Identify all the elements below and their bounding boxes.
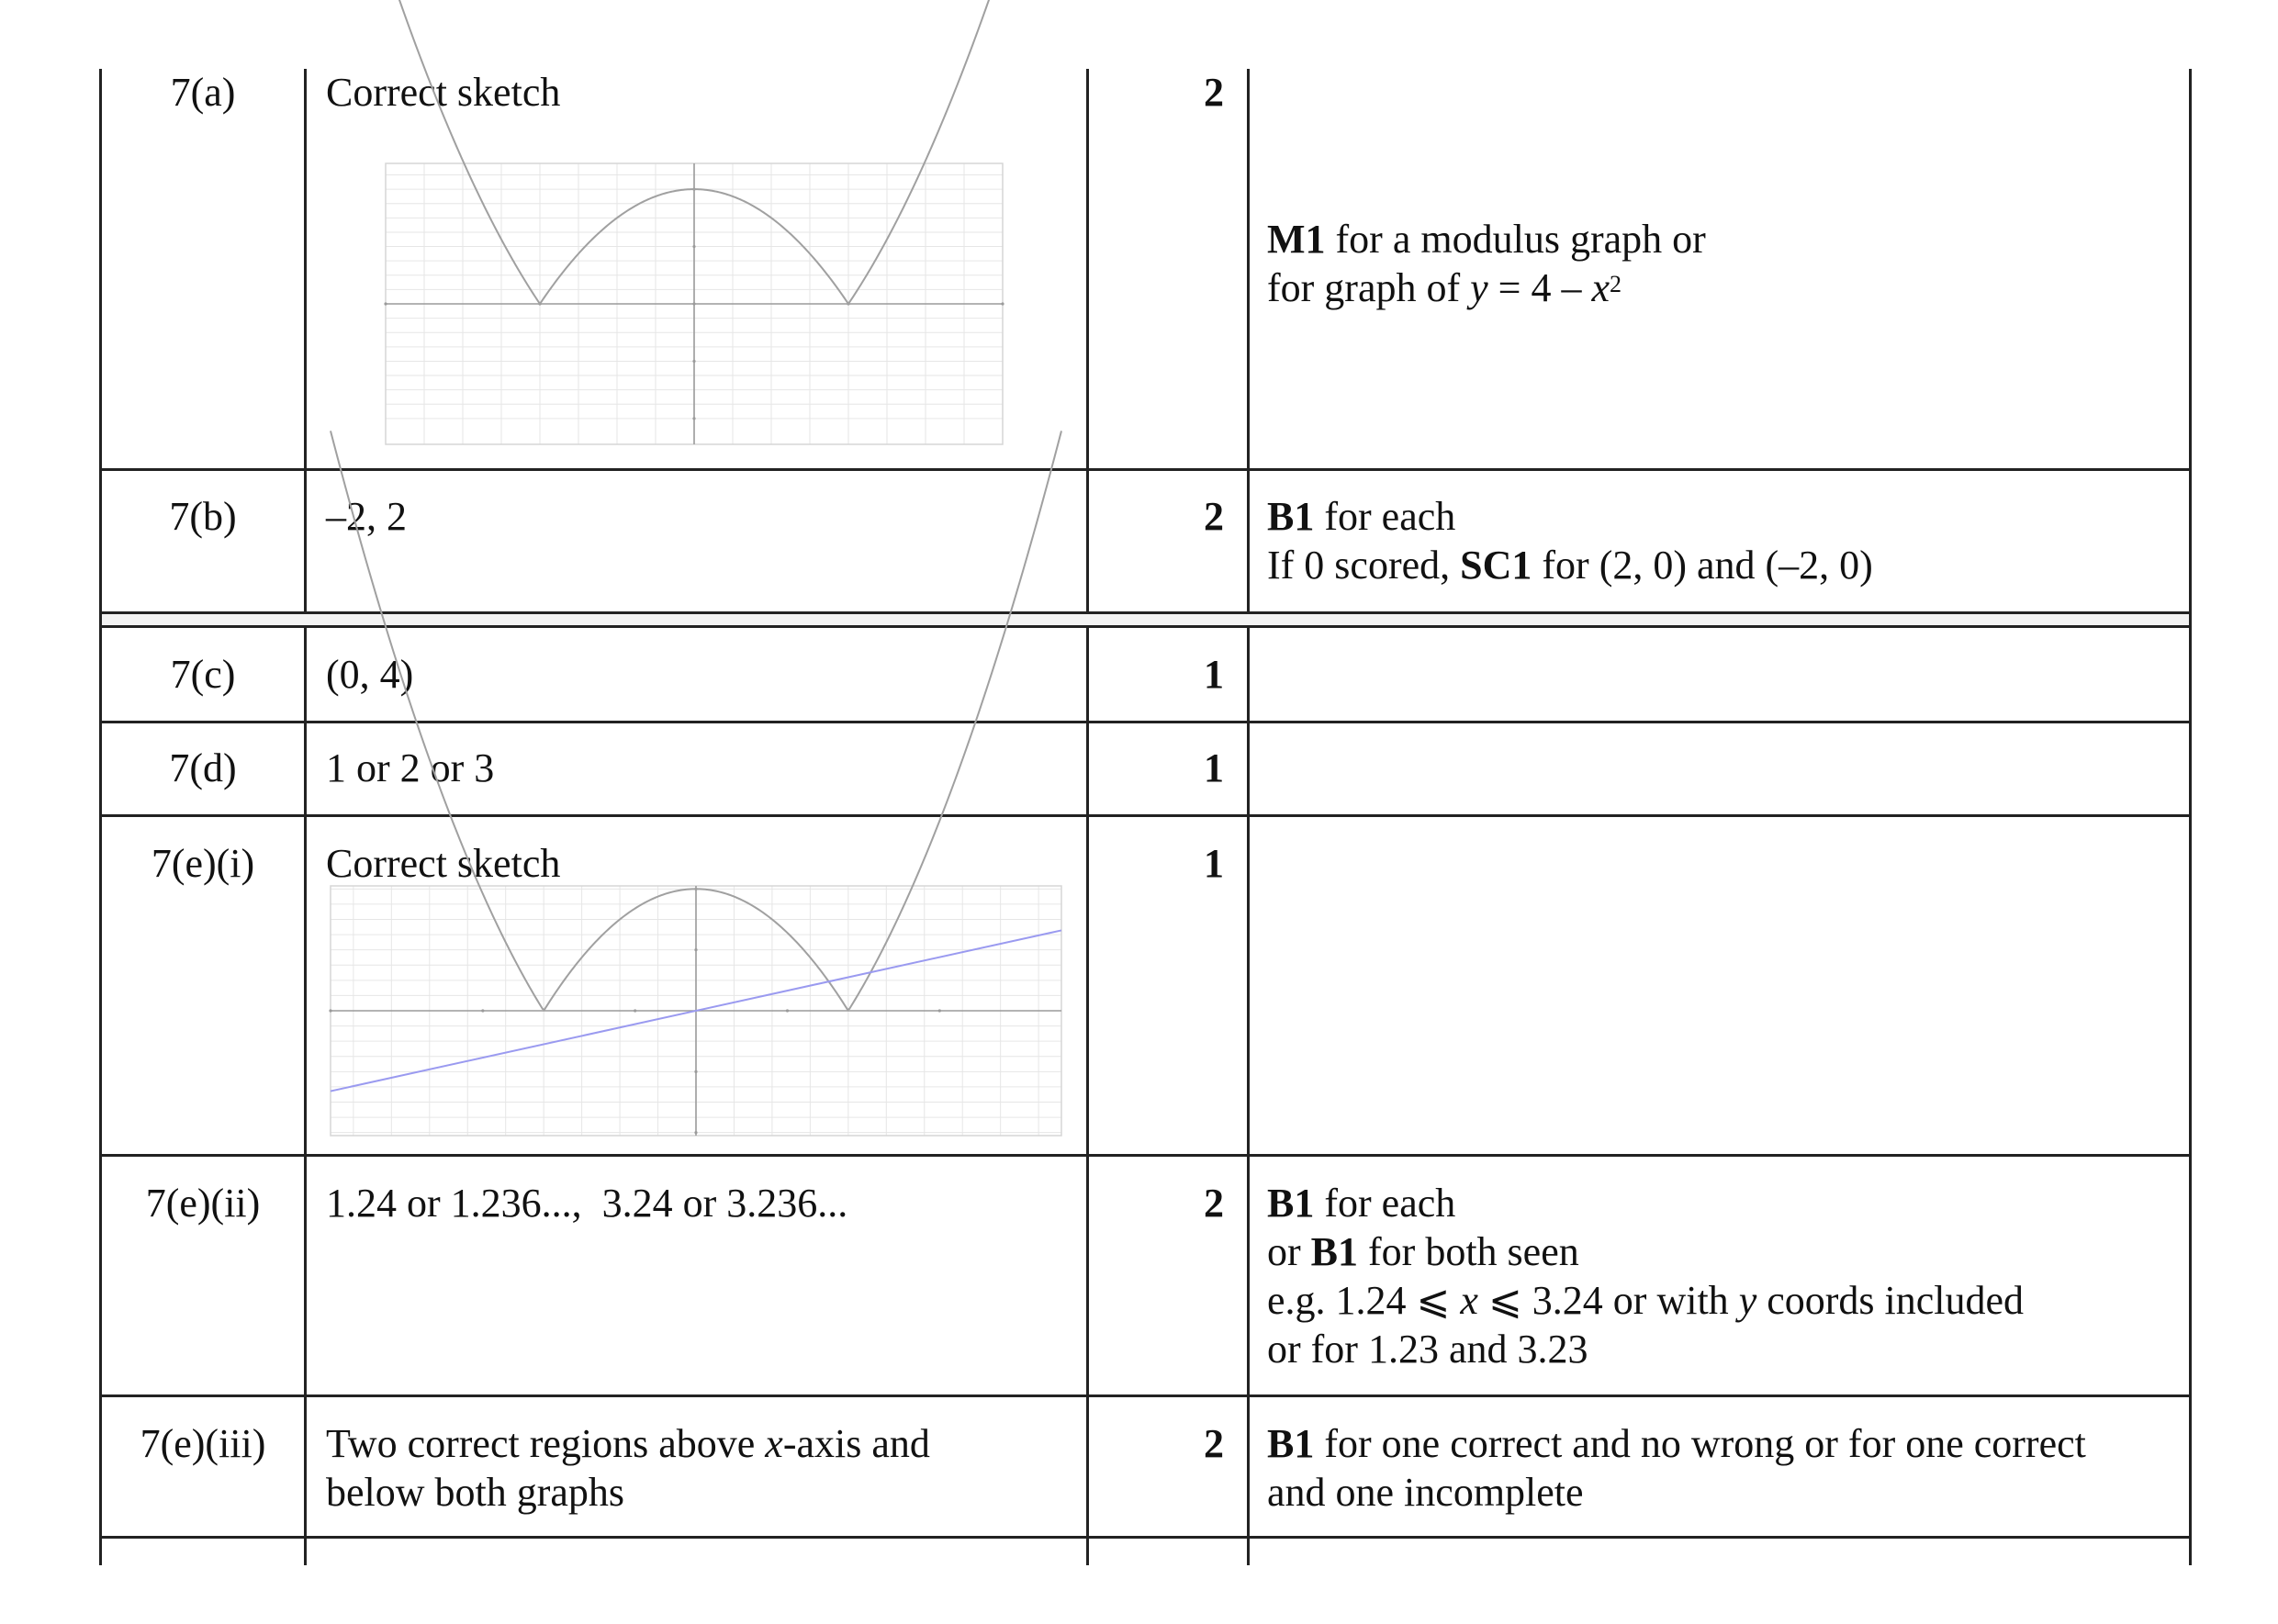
column-border-question <box>304 69 307 1565</box>
question-number: 7(a) <box>170 70 236 115</box>
answer-text: Correct sketch <box>326 841 561 886</box>
x-tick <box>634 1009 636 1012</box>
row-border <box>99 1154 2192 1157</box>
guidance-text <box>1267 492 2176 589</box>
y-tick <box>694 1131 697 1134</box>
guidance-fragment: or for 1.23 and 3.23 <box>1267 1327 1588 1372</box>
x-tick <box>384 302 387 305</box>
marks-value: 2 <box>1204 1181 1224 1226</box>
x-tick <box>692 302 695 305</box>
variable-y: y <box>1738 1278 1757 1323</box>
guidance-fragment: and one incomplete <box>1267 1470 1584 1515</box>
answer-text: –2, 2 <box>326 494 407 539</box>
guidance-fragment: for both seen <box>1358 1229 1579 1274</box>
question-number: 7(b) <box>169 494 237 539</box>
row-border <box>99 1394 2192 1397</box>
mark-code: B1 <box>1267 1421 1315 1466</box>
answer-text <box>326 1419 1079 1517</box>
mark-code: B1 <box>1267 1181 1315 1226</box>
marks-value: 1 <box>1204 652 1224 697</box>
answer-line: below both graphs <box>326 1470 625 1515</box>
variable-y: y <box>1470 265 1488 310</box>
guidance-line <box>1267 1227 2176 1276</box>
guidance-line <box>1267 1419 2176 1468</box>
mark-code: SC1 <box>1460 543 1532 588</box>
guidance-line <box>1267 492 2176 541</box>
marks-value: 2 <box>1204 494 1224 539</box>
column-border-right <box>2189 69 2192 1565</box>
answer-line <box>326 1419 1079 1468</box>
guidance-line <box>1267 1179 2176 1227</box>
answer-text: Correct sketch <box>326 70 561 115</box>
variable-x: x <box>1460 1278 1478 1323</box>
guidance-fragment: or <box>1267 1229 1311 1274</box>
marks-value: 2 <box>1204 70 1224 115</box>
question-number: 7(e)(iii) <box>140 1421 266 1466</box>
answer-fragment: Two correct regions above <box>326 1421 766 1466</box>
mark-code: M1 <box>1267 217 1326 262</box>
guidance-fragment: for each <box>1314 1181 1456 1226</box>
guidance-fragment: for one correct and no wrong or for one correct <box>1314 1421 2086 1466</box>
guidance-fragment: for a modulus graph or <box>1325 217 1706 262</box>
guidance-line <box>1267 1468 2176 1517</box>
y-tick <box>692 360 695 363</box>
guidance-fragment: e.g. 1.24 ⩽ <box>1267 1278 1461 1323</box>
column-border-marks <box>1247 69 1250 1565</box>
answer-fragment: -axis and <box>782 1421 930 1466</box>
guidance-line <box>1267 1325 2176 1373</box>
sketch-graph-modulus <box>386 163 1003 444</box>
guidance-fragment: coords included <box>1756 1278 2025 1323</box>
x-tick <box>786 1009 789 1012</box>
row-border <box>99 814 2192 817</box>
row-border <box>99 721 2192 723</box>
question-number: 7(e)(ii) <box>145 1181 261 1226</box>
guidance-text <box>1267 1179 2176 1373</box>
marks-value: 1 <box>1204 745 1224 790</box>
column-border-left <box>99 69 102 1565</box>
exponent: 2 <box>1610 271 1622 297</box>
guidance-text <box>1267 215 2176 312</box>
guidance-fragment: for graph of <box>1267 265 1471 310</box>
y-tick <box>692 245 695 248</box>
y-tick <box>694 948 697 951</box>
x-tick <box>481 1009 484 1012</box>
x-tick <box>938 1009 941 1012</box>
question-number: 7(e)(i) <box>151 841 255 886</box>
variable-x: x <box>765 1421 783 1466</box>
row-gap <box>102 614 2189 625</box>
guidance-line <box>1267 1276 2176 1325</box>
guidance-line <box>1267 263 2176 312</box>
column-border-answer <box>1086 69 1089 1565</box>
guidance-text <box>1267 1419 2176 1517</box>
question-number: 7(d) <box>169 745 237 790</box>
marks-value: 1 <box>1204 841 1224 886</box>
mark-code: B1 <box>1310 1229 1359 1274</box>
mark-code: B1 <box>1267 494 1315 539</box>
answer-text: 1 or 2 or 3 <box>326 745 495 790</box>
answer-text: (0, 4) <box>326 652 414 697</box>
x-tick <box>329 1009 331 1012</box>
marks-value: 2 <box>1204 1421 1224 1466</box>
question-number: 7(c) <box>170 652 236 697</box>
sketch-graph-modulus-with-line <box>331 886 1061 1136</box>
guidance-fragment: ⩽ 3.24 or with <box>1477 1278 1739 1323</box>
guidance-fragment: for each <box>1314 494 1456 539</box>
row-border <box>99 1536 2192 1539</box>
guidance-fragment: If 0 scored, <box>1267 543 1461 588</box>
guidance-line <box>1267 541 2176 589</box>
guidance-fragment: = 4 – <box>1487 265 1592 310</box>
row-border <box>99 468 2192 471</box>
y-tick <box>694 1070 697 1073</box>
y-tick <box>692 417 695 420</box>
x-tick <box>1001 302 1004 305</box>
variable-x: x <box>1591 265 1610 310</box>
guidance-line <box>1267 215 2176 263</box>
row-border <box>99 625 2192 628</box>
answer-text: 1.24 or 1.236..., 3.24 or 3.236... <box>326 1181 848 1226</box>
guidance-fragment: for (2, 0) and (–2, 0) <box>1532 543 1873 588</box>
